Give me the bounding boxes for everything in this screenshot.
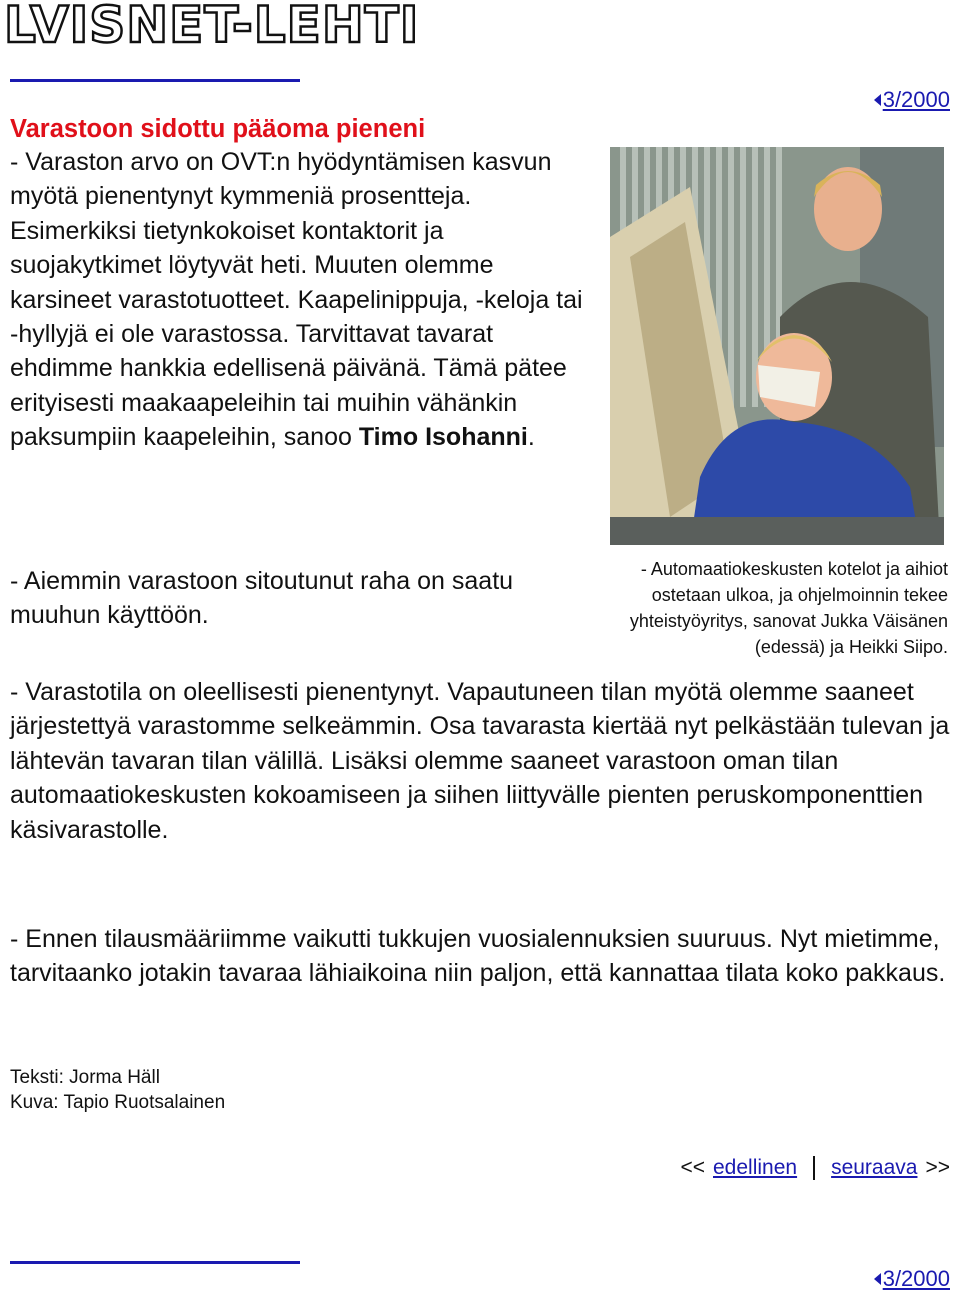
issue-link-label: 3/2000	[882, 87, 950, 112]
header-rule	[10, 79, 300, 82]
paragraph-3: - Varastotila on oleellisesti pienentynyt. Vapautuneen tilan myötä olemme saaneet järjestettyä varastomme selkeämmin. Osa tavarasta kiertää nyt pelkästään tulevan ja lähtevän tavaran tilan välillä. Lisäksi olemme saaneet varastoon oman tilan automaatiokeskusten kokoamiseen ja siihen liittyvälle pienten peruskomponenttien käsivarastolle.	[10, 678, 950, 844]
prev-prefix: <<	[680, 1156, 705, 1179]
next-link[interactable]: seuraava	[831, 1156, 918, 1179]
paragraph-1	[10, 145, 590, 455]
photo-caption: - Automaatiokeskusten kotelot ja aihiot ostetaan ulkoa, ja ohjelmoinnin tekee yhteistyöyritys, sanovat Jukka Väisänen (edessä) ja Heikki Siipo.	[629, 559, 948, 657]
footer-rule	[10, 1261, 300, 1264]
article-headline: Varastoon sidottu pääoma pieneni	[10, 115, 426, 143]
issue-link-bottom[interactable]	[874, 1266, 950, 1292]
article-photo	[610, 147, 944, 545]
prev-link[interactable]: edellinen	[713, 1156, 798, 1179]
article-navigation	[680, 1156, 950, 1180]
back-arrow-icon	[874, 94, 881, 106]
photo-illustration	[610, 147, 944, 545]
next-suffix: >>	[925, 1156, 950, 1179]
paragraph-4: - Ennen tilausmääriimme vaikutti tukkujen vuosialennuksien suuruus. Nyt mietimme, tarvitaanko jotakin tavaraa lähiaikoina niin paljon, että kannattaa tilata koko pakkaus.	[10, 925, 946, 988]
speaker-name: Timo Isohanni	[358, 423, 528, 452]
nav-divider	[813, 1156, 815, 1180]
text-credit: Teksti: Jorma Häll	[10, 1067, 160, 1088]
masthead-logo: LVISNET-LEHTI	[4, 0, 420, 54]
issue-link-label: 3/2000	[882, 1266, 950, 1291]
paragraph-2: - Aiemmin varastoon sitoutunut raha on saatu muuhun käyttöön.	[10, 567, 514, 630]
article-credits	[10, 1065, 225, 1115]
issue-link-top[interactable]	[874, 87, 950, 113]
photo-credit: Kuva: Tapio Ruotsalainen	[10, 1092, 226, 1113]
paragraph-1-text: - Varaston arvo on OVT:n hyödyntämisen kasvun myötä pienentynyt kymmeniä prosentteja. Esimerkiksi tietynkokoiset kontaktorit ja suojakytkimet löytyvät heti. Muuten olemme karsineet varastotuotteet. Kaapelinippuja, -keloja tai -hyllyjä ei ole varastossa. Tarvittavat tavarat ehdimme hankkia edellisenä päivänä. Tämä pätee erityisesti maakaapeleihin tai muihin vähänkin paksumpiin kaapeleihin, sanoo	[10, 148, 583, 452]
back-arrow-icon	[874, 1273, 881, 1285]
speaker-suffix: .	[527, 423, 535, 452]
